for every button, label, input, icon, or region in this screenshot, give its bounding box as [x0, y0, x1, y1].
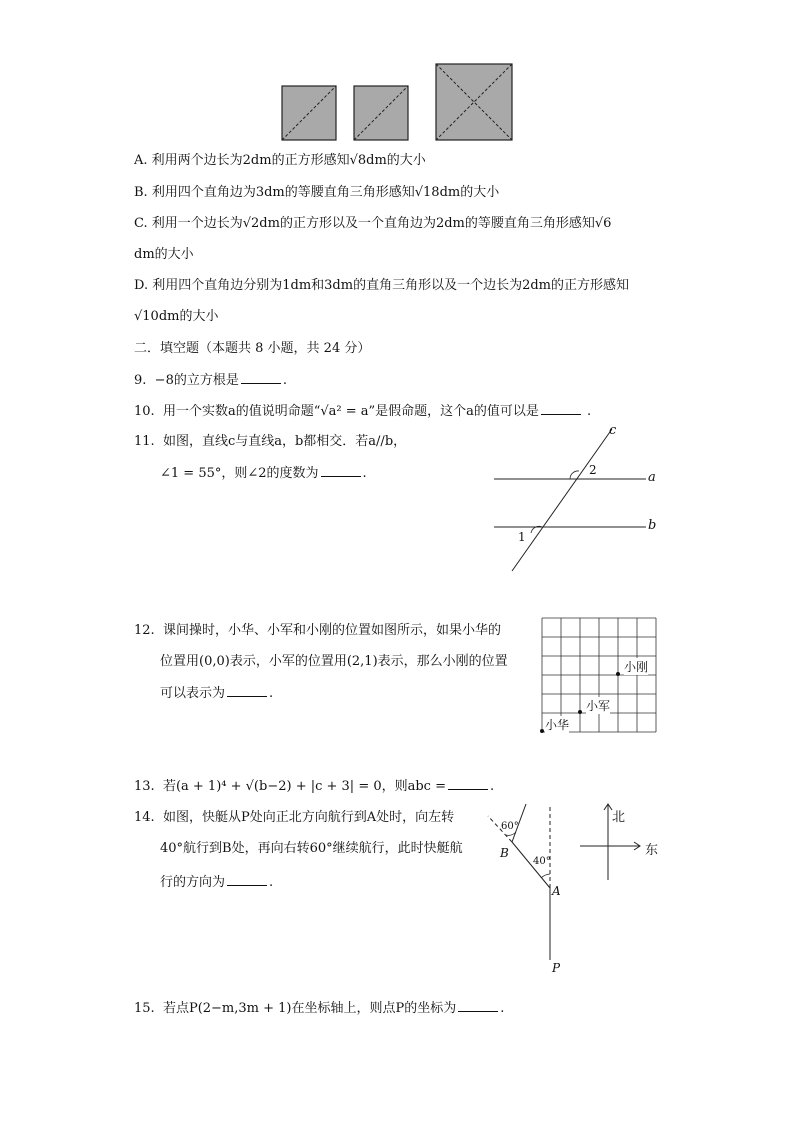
- label-a: a: [648, 470, 656, 485]
- question-15: 15. 若点P(2−m,3m + 1)在坐标轴上，则点P的坐标为 .: [134, 1001, 505, 1016]
- label-c: c: [609, 423, 617, 438]
- option-c-line2: dm的大小: [134, 247, 194, 262]
- label-b: b: [648, 518, 657, 533]
- answer-blank[interactable]: [321, 464, 361, 477]
- question-11-line1: 11. 如图，直线c与直线a，b都相交．若a//b，: [134, 434, 407, 449]
- label-xiaogang: 小刚: [624, 660, 649, 674]
- option-b: B. 利用四个直角边为3dm的等腰直角三角形感知√18dm的大小: [134, 185, 500, 200]
- label-angle-2: 2: [589, 463, 597, 477]
- answer-blank[interactable]: [541, 402, 581, 415]
- label-angle-60: 60°: [501, 821, 519, 832]
- question-10: 10. 用一个实数a的值说明命题“√a² = a”是假命题，这个a的值可以是 .: [134, 404, 592, 419]
- label-angle-40: 40°: [533, 856, 551, 867]
- label-point-a: A: [552, 884, 561, 898]
- question-9: 9. −8的立方根是 .: [134, 373, 287, 388]
- answer-blank[interactable]: [448, 777, 488, 790]
- question-12-line3: 可以表示为 .: [160, 686, 274, 701]
- question-14-line3: 行的方向为 .: [160, 875, 274, 890]
- label-point-p: P: [552, 961, 561, 975]
- label-point-b: B: [500, 846, 509, 860]
- label-angle-1: 1: [518, 530, 526, 544]
- question-13: 13. 若(a + 1)⁴ + √(b−2) + |c + 3| = 0，则abc = .: [134, 779, 495, 794]
- option-a: A. 利用两个边长为2dm的正方形感知√8dm的大小: [134, 153, 426, 168]
- parallel-lines-figure: [490, 425, 670, 575]
- option-c-line1: C. 利用一个边长为√2dm的正方形以及一个直角边为2dm的等腰直角三角形感知√6: [134, 216, 612, 231]
- label-east: 东: [645, 843, 659, 858]
- squares-figure: [280, 62, 520, 142]
- label-north: 北: [612, 810, 626, 825]
- question-14-line2: 40°航行到B处，再向右转60°继续航行，此时快艇航: [160, 841, 463, 856]
- option-d-line2: √10dm的大小: [134, 309, 219, 324]
- label-xiaohua: 小华: [545, 718, 570, 732]
- question-12-line1: 12. 课间操时，小华、小军和小刚的位置如图所示，如果小华的: [134, 623, 501, 638]
- option-d-line1: D. 利用四个直角边分别为1dm和3dm的直角三角形以及一个边长为2dm的正方形感知: [134, 278, 629, 293]
- answer-blank[interactable]: [241, 371, 281, 384]
- answer-blank[interactable]: [458, 999, 498, 1012]
- question-12-line2: 位置用(0,0)表示，小军的位置用(2,1)表示，那么小刚的位置: [160, 654, 508, 669]
- answer-blank[interactable]: [227, 873, 267, 886]
- section-title: 二．填空题（本题共 8 小题，共 24 分）: [134, 341, 371, 356]
- question-14-line1: 14. 如图，快艇从P处向正北方向航行到A处时，向左转: [134, 810, 455, 825]
- label-xiaojun: 小军: [586, 699, 611, 713]
- answer-blank[interactable]: [227, 684, 267, 697]
- question-11-line2: ∠1 = 55°，则∠2的度数为 .: [160, 466, 367, 481]
